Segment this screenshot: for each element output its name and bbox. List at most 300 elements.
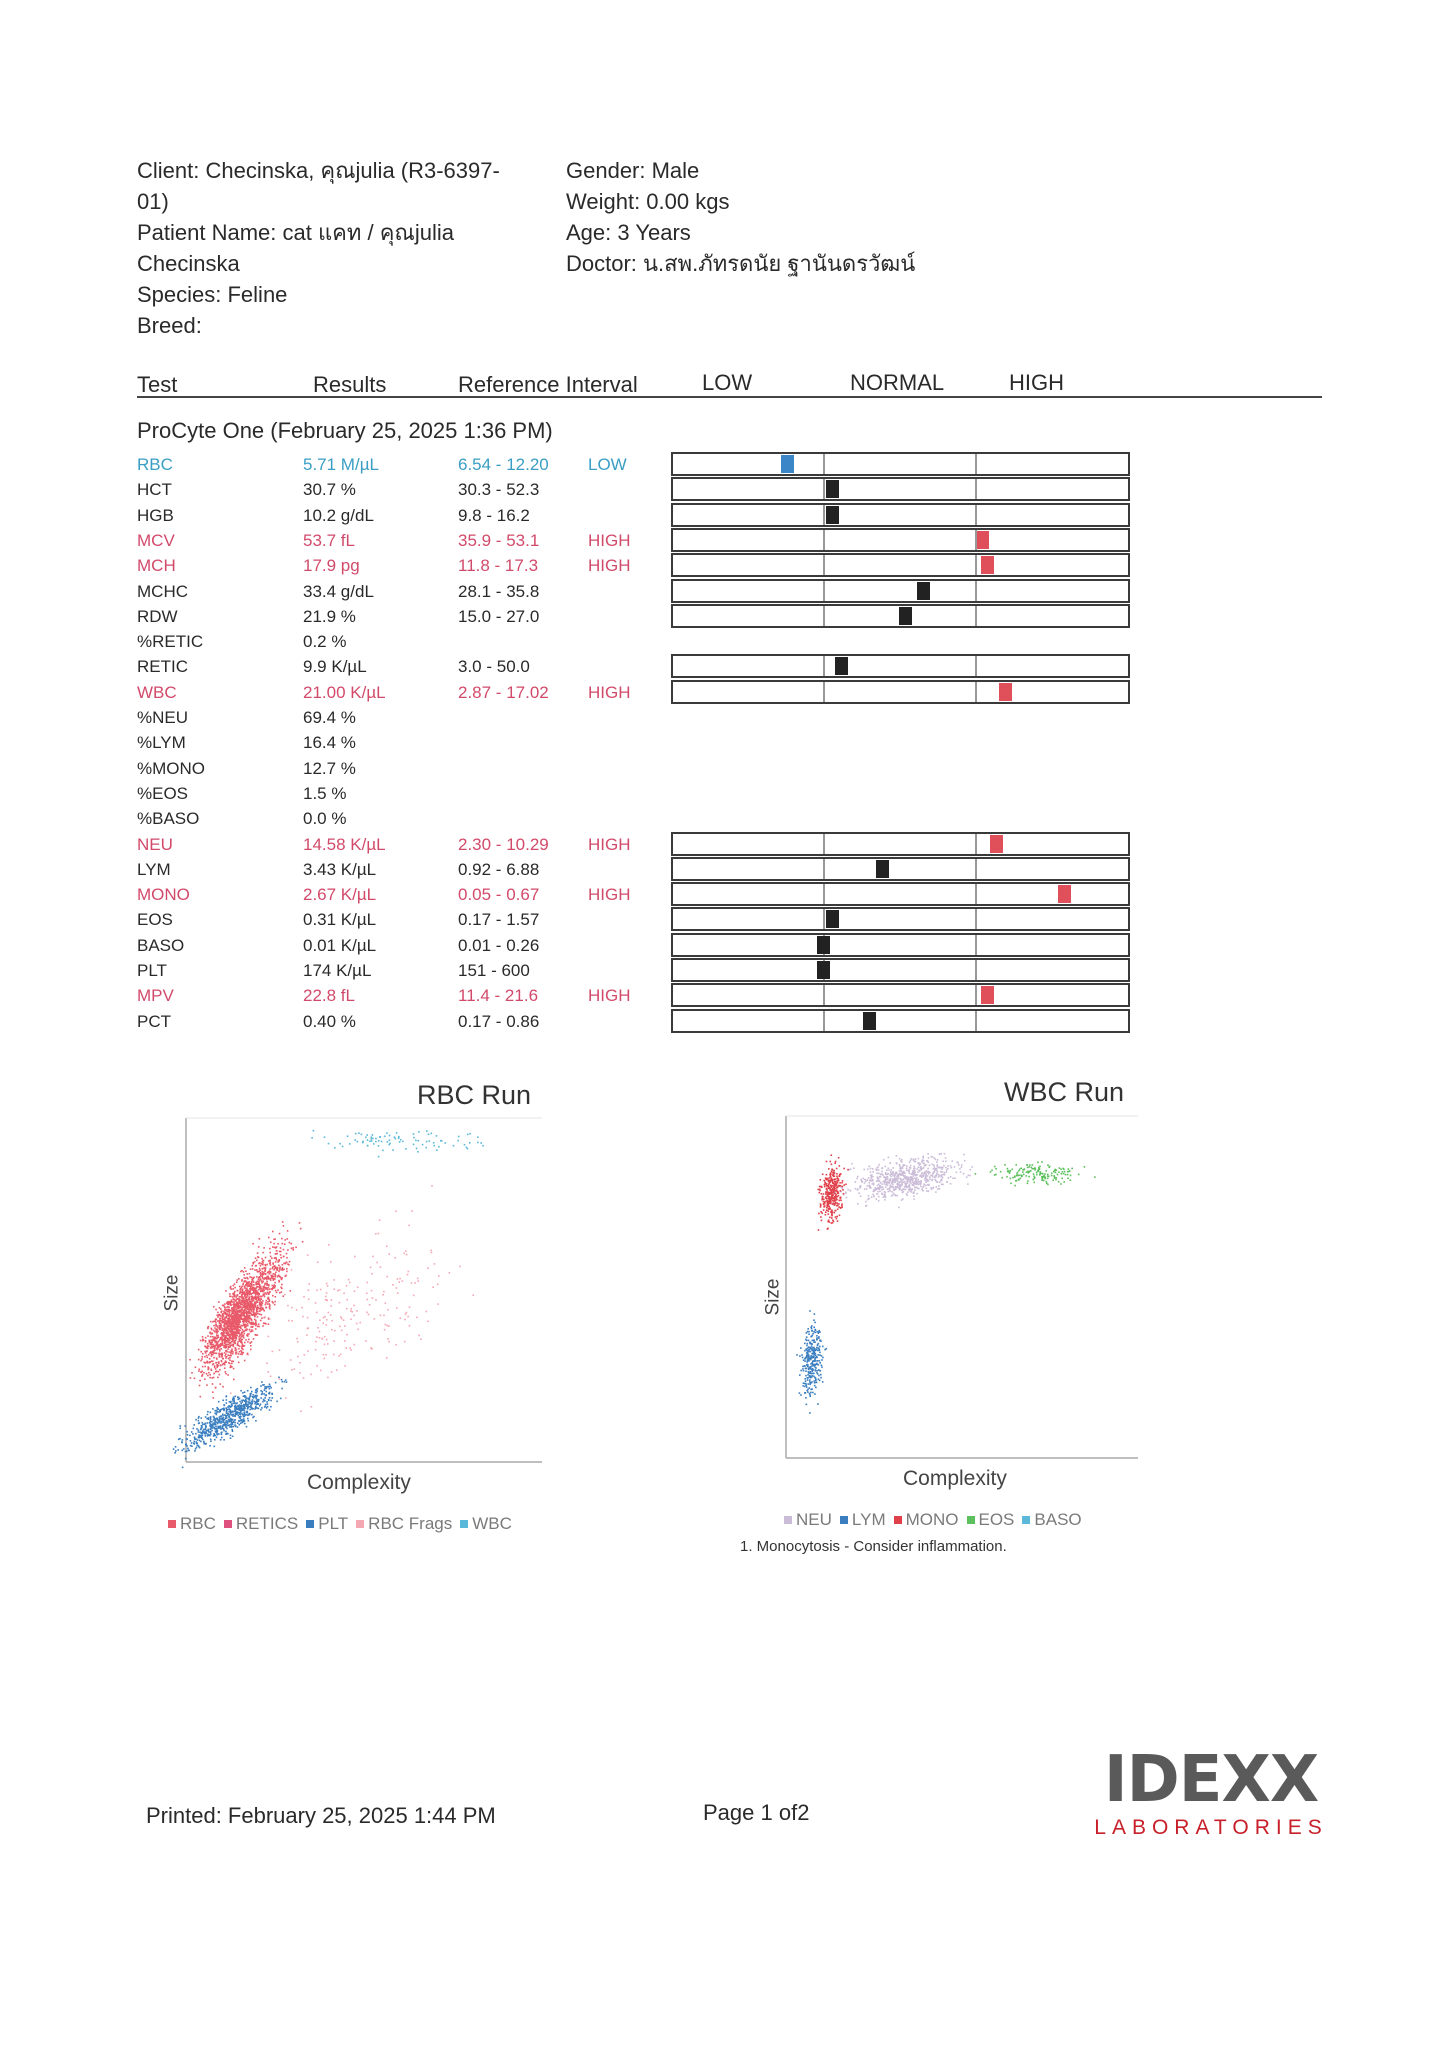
scatter-dot — [809, 1412, 811, 1414]
scatter-dot — [292, 1249, 294, 1251]
scatter-dot — [872, 1168, 874, 1170]
scatter-dot — [210, 1333, 212, 1335]
col-test: Test — [137, 372, 178, 397]
scatter-dot — [830, 1161, 832, 1163]
scatter-dot — [869, 1182, 871, 1184]
scatter-dot — [386, 1325, 388, 1327]
scatter-dot — [226, 1356, 228, 1358]
scatter-dot — [889, 1188, 891, 1190]
result-row — [0, 907, 660, 932]
scatter-dot — [219, 1418, 221, 1420]
scatter-dot — [291, 1307, 293, 1309]
scatter-dot — [378, 1140, 380, 1142]
scatter-dot — [1062, 1171, 1064, 1173]
scatter-dot — [889, 1184, 891, 1186]
scatter-dot — [1012, 1169, 1014, 1171]
scatter-dot — [941, 1174, 943, 1176]
scatter-dot — [207, 1345, 209, 1347]
scatter-dot — [195, 1367, 197, 1369]
scatter-dot — [250, 1293, 252, 1295]
scatter-dot — [244, 1410, 246, 1412]
scatter-dot — [237, 1333, 239, 1335]
scatter-dot — [898, 1183, 900, 1185]
scatter-dot — [829, 1194, 831, 1196]
scatter-dot — [425, 1147, 427, 1149]
scatter-dot — [205, 1346, 207, 1348]
scatter-dot — [920, 1167, 922, 1169]
scatter-dot — [213, 1325, 215, 1327]
scatter-dot — [958, 1164, 960, 1166]
rbc-scatter-points — [173, 1130, 484, 1468]
scatter-dot — [179, 1438, 181, 1440]
scatter-dot — [211, 1355, 213, 1357]
scatter-dot — [216, 1328, 218, 1330]
scatter-dot — [1007, 1171, 1009, 1173]
scatter-dot — [896, 1187, 898, 1189]
scatter-dot — [230, 1423, 232, 1425]
scatter-dot — [922, 1156, 924, 1158]
scatter-dot — [328, 1312, 330, 1314]
scatter-dot — [234, 1342, 236, 1344]
scatter-dot — [286, 1253, 288, 1255]
test-result: 21.9 % — [303, 607, 356, 626]
scatter-dot — [926, 1190, 928, 1192]
scatter-dot — [437, 1303, 439, 1305]
scatter-dot — [212, 1336, 214, 1338]
scatter-dot — [910, 1165, 912, 1167]
scatter-dot — [246, 1404, 248, 1406]
scatter-dot — [234, 1410, 236, 1412]
scatter-dot — [191, 1431, 193, 1433]
test-name: HGB — [137, 506, 174, 525]
scatter-dot — [927, 1153, 929, 1155]
scatter-dot — [221, 1356, 223, 1358]
scatter-dot — [224, 1319, 226, 1321]
scatter-dot — [286, 1268, 288, 1270]
scatter-dot — [811, 1328, 813, 1330]
scatter-dot — [216, 1437, 218, 1439]
test-result: 17.9 pg — [303, 556, 360, 575]
scatter-dot — [199, 1431, 201, 1433]
scatter-dot — [440, 1140, 442, 1142]
scatter-dot — [885, 1174, 887, 1176]
scatter-dot — [921, 1173, 923, 1175]
scatter-dot — [909, 1162, 911, 1164]
scatter-dot — [250, 1387, 252, 1389]
scatter-dot — [236, 1281, 238, 1283]
scatter-dot — [805, 1370, 807, 1372]
scatter-dot — [272, 1301, 274, 1303]
scatter-dot — [914, 1189, 916, 1191]
scatter-dot — [834, 1203, 836, 1205]
scatter-dot — [222, 1400, 224, 1402]
scatter-dot — [205, 1423, 207, 1425]
scatter-dot — [827, 1206, 829, 1208]
scatter-dot — [331, 1299, 333, 1301]
scatter-dot — [398, 1136, 400, 1138]
scatter-dot — [1001, 1177, 1003, 1179]
legend-label: RBC Frags — [368, 1514, 453, 1533]
scatter-dot — [821, 1193, 823, 1195]
scatter-dot — [249, 1273, 251, 1275]
scatter-dot — [255, 1307, 257, 1309]
scatter-dot — [225, 1431, 227, 1433]
scatter-dot — [827, 1192, 829, 1194]
scatter-dot — [255, 1257, 257, 1259]
scatter-dot — [248, 1311, 250, 1313]
test-name: %MONO — [137, 759, 205, 778]
scatter-dot — [311, 1406, 313, 1408]
scatter-dot — [240, 1314, 242, 1316]
scatter-dot — [208, 1431, 210, 1433]
scatter-dot — [204, 1351, 206, 1353]
scatter-dot — [252, 1311, 254, 1313]
scatter-dot — [811, 1330, 813, 1332]
scatter-dot — [207, 1357, 209, 1359]
scatter-dot — [903, 1188, 905, 1190]
scatter-dot — [239, 1409, 241, 1411]
result-row — [0, 579, 660, 604]
scatter-dot — [253, 1277, 255, 1279]
scatter-dot — [919, 1175, 921, 1177]
scatter-dot — [343, 1319, 345, 1321]
scatter-dot — [213, 1397, 215, 1399]
scatter-dot — [258, 1408, 260, 1410]
scatter-dot — [799, 1374, 801, 1376]
scatter-dot — [879, 1191, 881, 1193]
scatter-dot — [238, 1405, 240, 1407]
scatter-dot — [230, 1353, 232, 1355]
scatter-dot — [934, 1166, 936, 1168]
scatter-dot — [399, 1141, 401, 1143]
scatter-dot — [244, 1267, 246, 1269]
scatter-dot — [904, 1177, 906, 1179]
scatter-dot — [231, 1350, 233, 1352]
scatter-dot — [831, 1217, 833, 1219]
scatter-dot — [878, 1164, 880, 1166]
scatter-dot — [322, 1338, 324, 1340]
scatter-dot — [226, 1337, 228, 1339]
scatter-dot — [193, 1424, 195, 1426]
scatter-dot — [387, 1309, 389, 1311]
scatter-dot — [220, 1383, 222, 1385]
scatter-dot — [901, 1174, 903, 1176]
scatter-dot — [354, 1256, 356, 1258]
test-name: MCV — [137, 531, 175, 550]
scatter-dot — [819, 1331, 821, 1333]
scatter-dot — [387, 1141, 389, 1143]
scatter-dot — [341, 1318, 343, 1320]
scatter-dot — [262, 1281, 264, 1283]
scatter-dot — [916, 1180, 918, 1182]
scatter-dot — [234, 1304, 236, 1306]
scatter-dot — [208, 1417, 210, 1419]
scatter-dot — [220, 1325, 222, 1327]
scatter-dot — [213, 1417, 215, 1419]
scatter-dot — [867, 1185, 869, 1187]
scatter-dot — [212, 1354, 214, 1356]
scatter-dot — [911, 1179, 913, 1181]
scatter-dot — [196, 1447, 198, 1449]
scatter-dot — [812, 1369, 814, 1371]
scatter-dot — [228, 1419, 230, 1421]
scatter-dot — [372, 1134, 374, 1136]
scatter-dot — [258, 1289, 260, 1291]
scatter-dot — [215, 1340, 217, 1342]
scatter-dot — [467, 1134, 469, 1136]
scatter-dot — [217, 1434, 219, 1436]
scatter-dot — [894, 1181, 896, 1183]
scatter-dot — [353, 1305, 355, 1307]
scatter-dot — [397, 1278, 399, 1280]
scatter-dot — [227, 1326, 229, 1328]
scatter-dot — [891, 1191, 893, 1193]
scatter-dot — [211, 1421, 213, 1423]
scatter-dot — [229, 1296, 231, 1298]
legend-label: LYM — [851, 1510, 886, 1529]
legend-label: RBC — [180, 1514, 216, 1533]
scatter-dot — [921, 1189, 923, 1191]
scatter-dot — [1059, 1167, 1061, 1169]
scatter-dot — [400, 1139, 402, 1141]
scatter-dot — [812, 1333, 814, 1335]
scatter-dot — [229, 1339, 231, 1341]
scatter-dot — [836, 1184, 838, 1186]
scatter-dot — [379, 1219, 381, 1221]
scatter-dot — [266, 1284, 268, 1286]
scatter-dot — [964, 1160, 966, 1162]
scatter-dot — [1046, 1183, 1048, 1185]
scatter-dot — [330, 1314, 332, 1316]
scatter-dot — [936, 1161, 938, 1163]
scatter-dot — [310, 1374, 312, 1376]
scatter-dot — [899, 1178, 901, 1180]
scatter-dot — [265, 1257, 267, 1259]
scatter-dot — [221, 1311, 223, 1313]
result-row — [0, 604, 660, 629]
scatter-dot — [1065, 1174, 1067, 1176]
scatter-dot — [278, 1281, 280, 1283]
scatter-dot — [197, 1439, 199, 1441]
scatter-dot — [194, 1450, 196, 1452]
scatter-dot — [267, 1371, 269, 1373]
scatter-dot — [219, 1307, 221, 1309]
scatter-dot — [805, 1383, 807, 1385]
scatter-dot — [878, 1196, 880, 1198]
scatter-dot — [228, 1328, 230, 1330]
scatter-dot — [843, 1184, 845, 1186]
scatter-dot — [906, 1187, 908, 1189]
wbc-ylabel: Size — [762, 1278, 784, 1316]
scatter-dot — [1023, 1174, 1025, 1176]
legend-swatch — [224, 1520, 232, 1528]
scatter-dot — [267, 1301, 269, 1303]
scatter-dot — [367, 1139, 369, 1141]
scatter-dot — [243, 1322, 245, 1324]
scatter-dot — [445, 1142, 447, 1144]
scatter-dot — [301, 1307, 303, 1309]
scatter-dot — [236, 1408, 238, 1410]
scatter-dot — [890, 1169, 892, 1171]
scatter-dot — [830, 1200, 832, 1202]
scatter-dot — [229, 1401, 231, 1403]
scatter-dot — [925, 1175, 927, 1177]
scatter-dot — [826, 1188, 828, 1190]
logo-main: IDEXX — [1103, 1743, 1319, 1817]
scatter-dot — [253, 1401, 255, 1403]
scatter-dot — [234, 1294, 236, 1296]
scatter-dot — [215, 1371, 217, 1373]
scatter-dot — [892, 1194, 894, 1196]
client-name: Client: Checinska, คุณjulia (R3-6397- — [137, 158, 500, 183]
scatter-dot — [207, 1411, 209, 1413]
scatter-dot — [210, 1336, 212, 1338]
scatter-dot — [386, 1132, 388, 1134]
scatter-dot — [201, 1375, 203, 1377]
scatter-dot — [903, 1175, 905, 1177]
scatter-dot — [231, 1319, 233, 1321]
scatter-dot — [262, 1277, 264, 1279]
scatter-dot — [815, 1332, 817, 1334]
scatter-dot — [923, 1163, 925, 1165]
scatter-dot — [1027, 1167, 1029, 1169]
scatter-dot — [257, 1403, 259, 1405]
scatter-dot — [375, 1138, 377, 1140]
scatter-dot — [252, 1268, 254, 1270]
scatter-dot — [863, 1169, 865, 1171]
scatter-dot — [827, 1228, 829, 1230]
scatter-dot — [206, 1384, 208, 1386]
scatter-dot — [205, 1433, 207, 1435]
scatter-dot — [266, 1264, 268, 1266]
scatter-dot — [255, 1314, 257, 1316]
scatter-dot — [811, 1388, 813, 1390]
scatter-dot — [911, 1158, 913, 1160]
scatter-dot — [236, 1331, 238, 1333]
scatter-dot — [217, 1411, 219, 1413]
scatter-dot — [226, 1350, 228, 1352]
scatter-dot — [281, 1388, 283, 1390]
scatter-dot — [203, 1431, 205, 1433]
scatter-dot — [232, 1296, 234, 1298]
scatter-dot — [207, 1348, 209, 1350]
scatter-dot — [326, 1292, 328, 1294]
result-row — [0, 756, 660, 781]
scatter-dot — [1007, 1168, 1009, 1170]
scatter-dot — [946, 1171, 948, 1173]
scatter-dot — [232, 1301, 234, 1303]
scatter-dot — [814, 1313, 816, 1315]
scatter-dot — [433, 1142, 435, 1144]
scatter-dot — [241, 1408, 243, 1410]
scatter-dot — [237, 1318, 239, 1320]
patient-name: Patient Name: cat แคท / คุณjulia — [137, 220, 454, 245]
scatter-dot — [886, 1176, 888, 1178]
scatter-dot — [219, 1322, 221, 1324]
scatter-dot — [897, 1177, 899, 1179]
scatter-dot — [324, 1136, 326, 1138]
scatter-dot — [257, 1297, 259, 1299]
scatter-dot — [325, 1296, 327, 1298]
scatter-dot — [469, 1142, 471, 1144]
scatter-dot — [230, 1435, 232, 1437]
scatter-dot — [354, 1139, 356, 1141]
scatter-dot — [216, 1407, 218, 1409]
scatter-dot — [1026, 1175, 1028, 1177]
scatter-dot — [212, 1351, 214, 1353]
scatter-dot — [426, 1311, 428, 1313]
scatter-dot — [361, 1134, 363, 1136]
scatter-dot — [857, 1189, 859, 1191]
scatter-dot — [264, 1406, 266, 1408]
scatter-dot — [228, 1405, 230, 1407]
scatter-dot — [857, 1176, 859, 1178]
scatter-dot — [929, 1172, 931, 1174]
scatter-dot — [256, 1392, 258, 1394]
scatter-dot — [960, 1171, 962, 1173]
scatter-dot — [234, 1333, 236, 1335]
scatter-dot — [259, 1277, 261, 1279]
scatter-dot — [225, 1353, 227, 1355]
scatter-dot — [806, 1345, 808, 1347]
scatter-dot — [223, 1417, 225, 1419]
scatter-dot — [326, 1283, 328, 1285]
scatter-dot — [230, 1392, 232, 1394]
scatter-dot — [898, 1187, 900, 1189]
scatter-dot — [808, 1351, 810, 1353]
result-row — [0, 781, 660, 806]
test-result: 12.7 % — [303, 759, 356, 778]
scatter-dot — [833, 1192, 835, 1194]
scatter-dot — [199, 1385, 201, 1387]
scatter-dot — [405, 1314, 407, 1316]
scatter-dot — [302, 1241, 304, 1243]
scatter-dot — [804, 1360, 806, 1362]
scatter-dot — [855, 1188, 857, 1190]
scatter-dot — [175, 1450, 177, 1452]
scatter-dot — [216, 1315, 218, 1317]
scatter-dot — [221, 1419, 223, 1421]
scatter-dot — [224, 1367, 226, 1369]
legend-swatch — [356, 1520, 364, 1528]
scatter-dot — [339, 1289, 341, 1291]
scatter-dot — [927, 1179, 929, 1181]
scatter-dot — [255, 1302, 257, 1304]
scatter-dot — [807, 1374, 809, 1376]
scatter-dot — [862, 1178, 864, 1180]
scatter-dot — [187, 1434, 189, 1436]
legend-label: RETICS — [235, 1514, 299, 1533]
scatter-dot — [246, 1284, 248, 1286]
scatter-dot — [281, 1279, 283, 1281]
scatter-dot — [878, 1200, 880, 1202]
scatter-dot — [179, 1428, 181, 1430]
range-marker — [826, 506, 839, 524]
scatter-dot — [431, 1252, 433, 1254]
scatter-dot — [241, 1286, 243, 1288]
scatter-dot — [818, 1354, 820, 1356]
scatter-dot — [250, 1318, 252, 1320]
scatter-dot — [868, 1166, 870, 1168]
scatter-dot — [240, 1310, 242, 1312]
scatter-dot — [842, 1188, 844, 1190]
scatter-dot — [814, 1341, 816, 1343]
scatter-dot — [907, 1192, 909, 1194]
scatter-dot — [869, 1180, 871, 1182]
scatter-dot — [251, 1307, 253, 1309]
scatter-dot — [287, 1305, 289, 1307]
scatter-dot — [274, 1276, 276, 1278]
